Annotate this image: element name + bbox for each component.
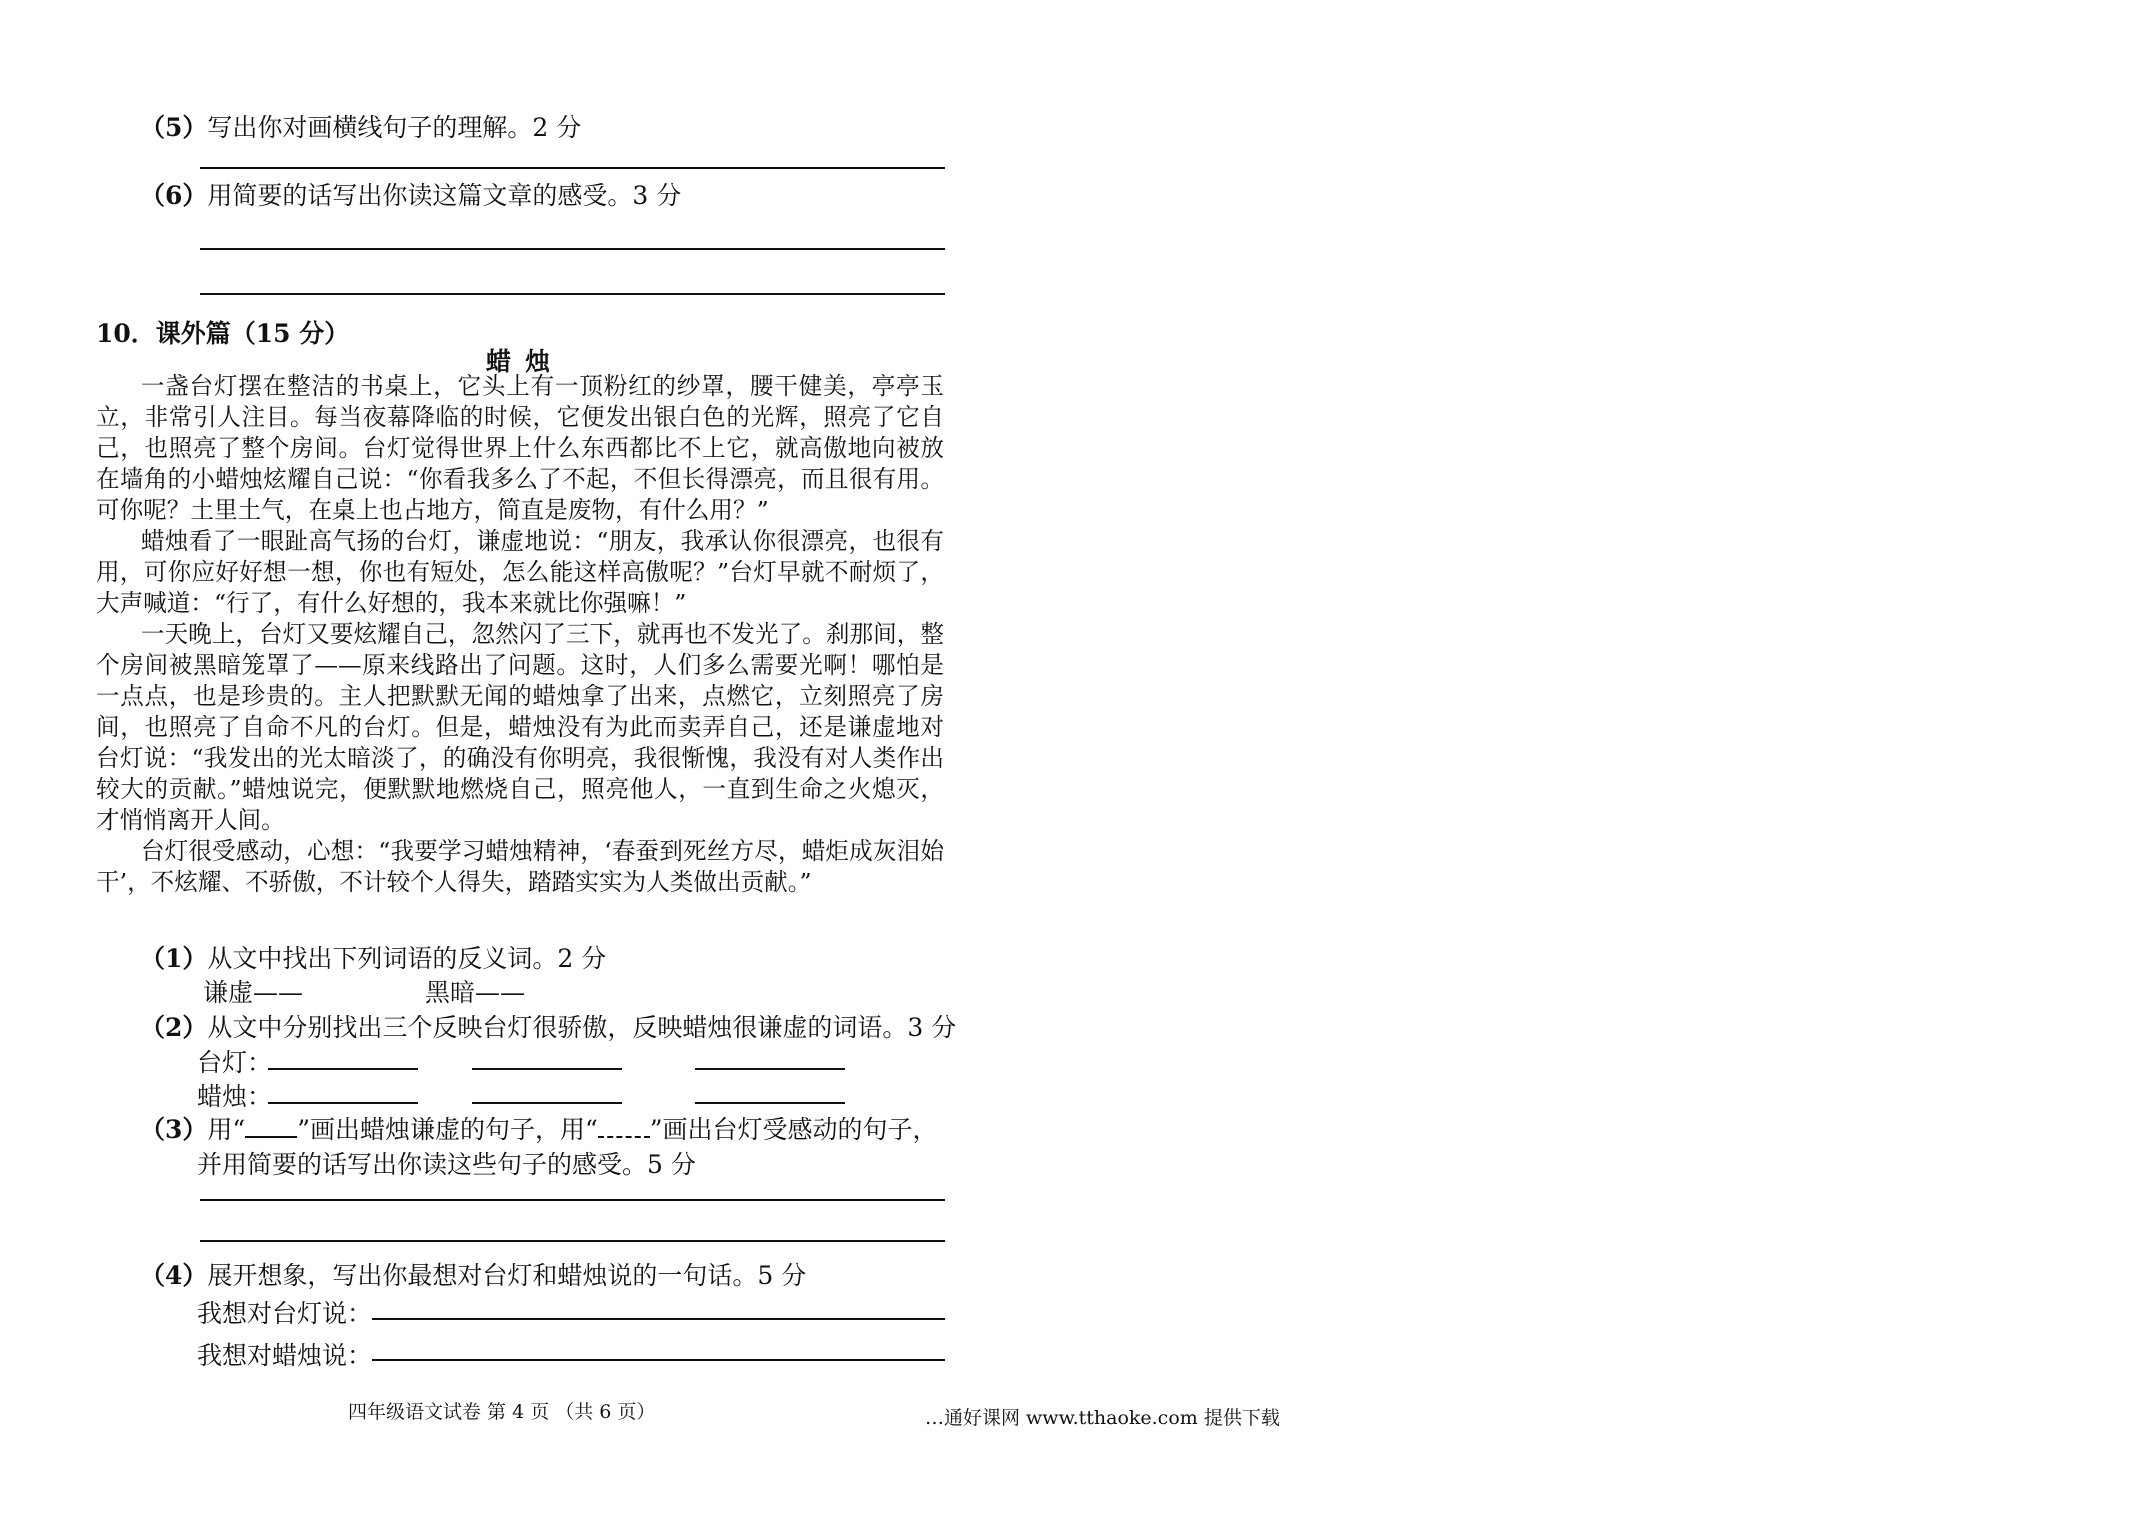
question-number: （6） (140, 181, 208, 210)
q10-heading: 10．课外篇（15 分） (96, 319, 350, 348)
antonym-word-b: 黑暗—— (425, 978, 526, 1007)
answer-blank[interactable] (472, 1102, 622, 1104)
question-number: （5） (140, 113, 208, 142)
wavy-underline-mark (598, 1116, 650, 1138)
answer-blank[interactable] (268, 1102, 418, 1104)
q10-part3 (140, 1110, 938, 1146)
q10-part4 (140, 1256, 806, 1292)
antonym-word-a: 谦虚—— (203, 978, 304, 1007)
question-number: （4） (140, 1261, 208, 1290)
story-paragraph: 台灯很受感动，心想：“我要学习蜡烛精神，‘春蚕到死丝方尽，蜡炬成灰泪始干’，不炫耀、不骄傲，不计较个人得失，踏踏实实为人类做出贡献。” (96, 837, 944, 896)
answer-blank[interactable] (268, 1068, 418, 1070)
question-text: 从文中找出下列词语的反义词。2 分 (207, 944, 607, 973)
question-text: 用简要的话写出你读这篇文章的感受。3 分 (207, 181, 682, 210)
q9-part5 (140, 108, 581, 144)
question-number: （1） (140, 944, 208, 973)
question-text-b: ”画出蜡烛谦虚的句子，用“ (297, 1115, 598, 1144)
question-text: 从文中分别找出三个反映台灯很骄傲，反映蜡烛很谦虚的词语。3 分 (207, 1013, 957, 1042)
question-number: （2） (140, 1013, 208, 1042)
answer-line[interactable] (200, 248, 945, 250)
story-paragraph: 一天晚上，台灯又要炫耀自己，忽然闪了三下，就再也不发光了。刹那间，整个房间被黑暗笼罩了——原来线路出了问题。这时，人们多么需要光啊！哪怕是一点点，也是珍贵的。主人把默默无闻的蜡烛拿了出来，点燃它，立刻照亮了房间，也照亮了自命不凡的台灯。但是，蜡烛没有为此而卖弄自己，还是谦虚地对台灯说：“我发出的光太暗淡了，的确没有你明亮，我很惭愧，我没有对人类作出较大的贡献。”蜡烛说完，便默默地燃烧自己，照亮他人，一直到生命之火熄灭，才悄悄离开人间。 (96, 620, 944, 834)
answer-blank[interactable] (695, 1068, 845, 1070)
question-text-c: ”画出台灯受感动的句子， (649, 1115, 938, 1144)
question-text: 展开想象，写出你最想对台灯和蜡烛说的一句话。5 分 (207, 1261, 807, 1290)
answer-blank[interactable] (695, 1102, 845, 1104)
answer-line[interactable] (372, 1359, 945, 1361)
answer-line[interactable] (372, 1318, 945, 1320)
q10-part2 (140, 1008, 956, 1044)
q10-part1 (140, 939, 606, 975)
label-lamp: 台灯： (197, 1048, 273, 1077)
question-text: 写出你对画横线句子的理解。2 分 (207, 113, 582, 142)
q10-part3-line2: 并用简要的话写出你读这些句子的感受。5 分 (197, 1150, 696, 1179)
question-number: （3） (140, 1115, 208, 1144)
answer-line[interactable] (200, 293, 945, 295)
story-paragraph: 蜡烛看了一眼趾高气扬的台灯，谦虚地说：“朋友，我承认你很漂亮，也很有用，可你应好好想一想，你也有短处，怎么能这样高傲呢？”台灯早就不耐烦了，大声喊道：“行了，有什么好想的，我本来就比你强嘛！” (96, 527, 944, 617)
story-body (96, 371, 944, 898)
q9-part6 (140, 176, 681, 212)
answer-line[interactable] (200, 1199, 945, 1201)
watermark: …通好课网 www.tthaoke.com 提供下载 (925, 1407, 1280, 1429)
page-footer: 四年级语文试卷 第 4 页 （共 6 页） (348, 1401, 656, 1423)
question-text-a: 用“ (207, 1115, 246, 1144)
answer-line[interactable] (200, 1240, 945, 1242)
label-candle: 蜡烛： (197, 1082, 273, 1111)
answer-line[interactable] (200, 167, 945, 169)
story-title: 蜡烛 (486, 347, 565, 376)
story-paragraph: 一盏台灯摆在整洁的书桌上，它头上有一顶粉红的纱罩，腰干健美，亭亭玉立，非常引人注目。每当夜幕降临的时候，它便发出银白色的光辉，照亮了它自己，也照亮了整个房间。台灯觉得世界上什么东西都比不上它，就高傲地向被放在墙角的小蜡烛炫耀自己说：“你看我多么了不起，不但长得漂亮，而且很有用。可你呢？土里土气，在桌上也占地方，简直是废物，有什么用？” (96, 372, 944, 524)
answer-blank[interactable] (472, 1068, 622, 1070)
say-to-lamp-label: 我想对台灯说： (197, 1299, 373, 1328)
underline-mark (245, 1116, 297, 1138)
say-to-candle-label: 我想对蜡烛说： (197, 1341, 373, 1370)
